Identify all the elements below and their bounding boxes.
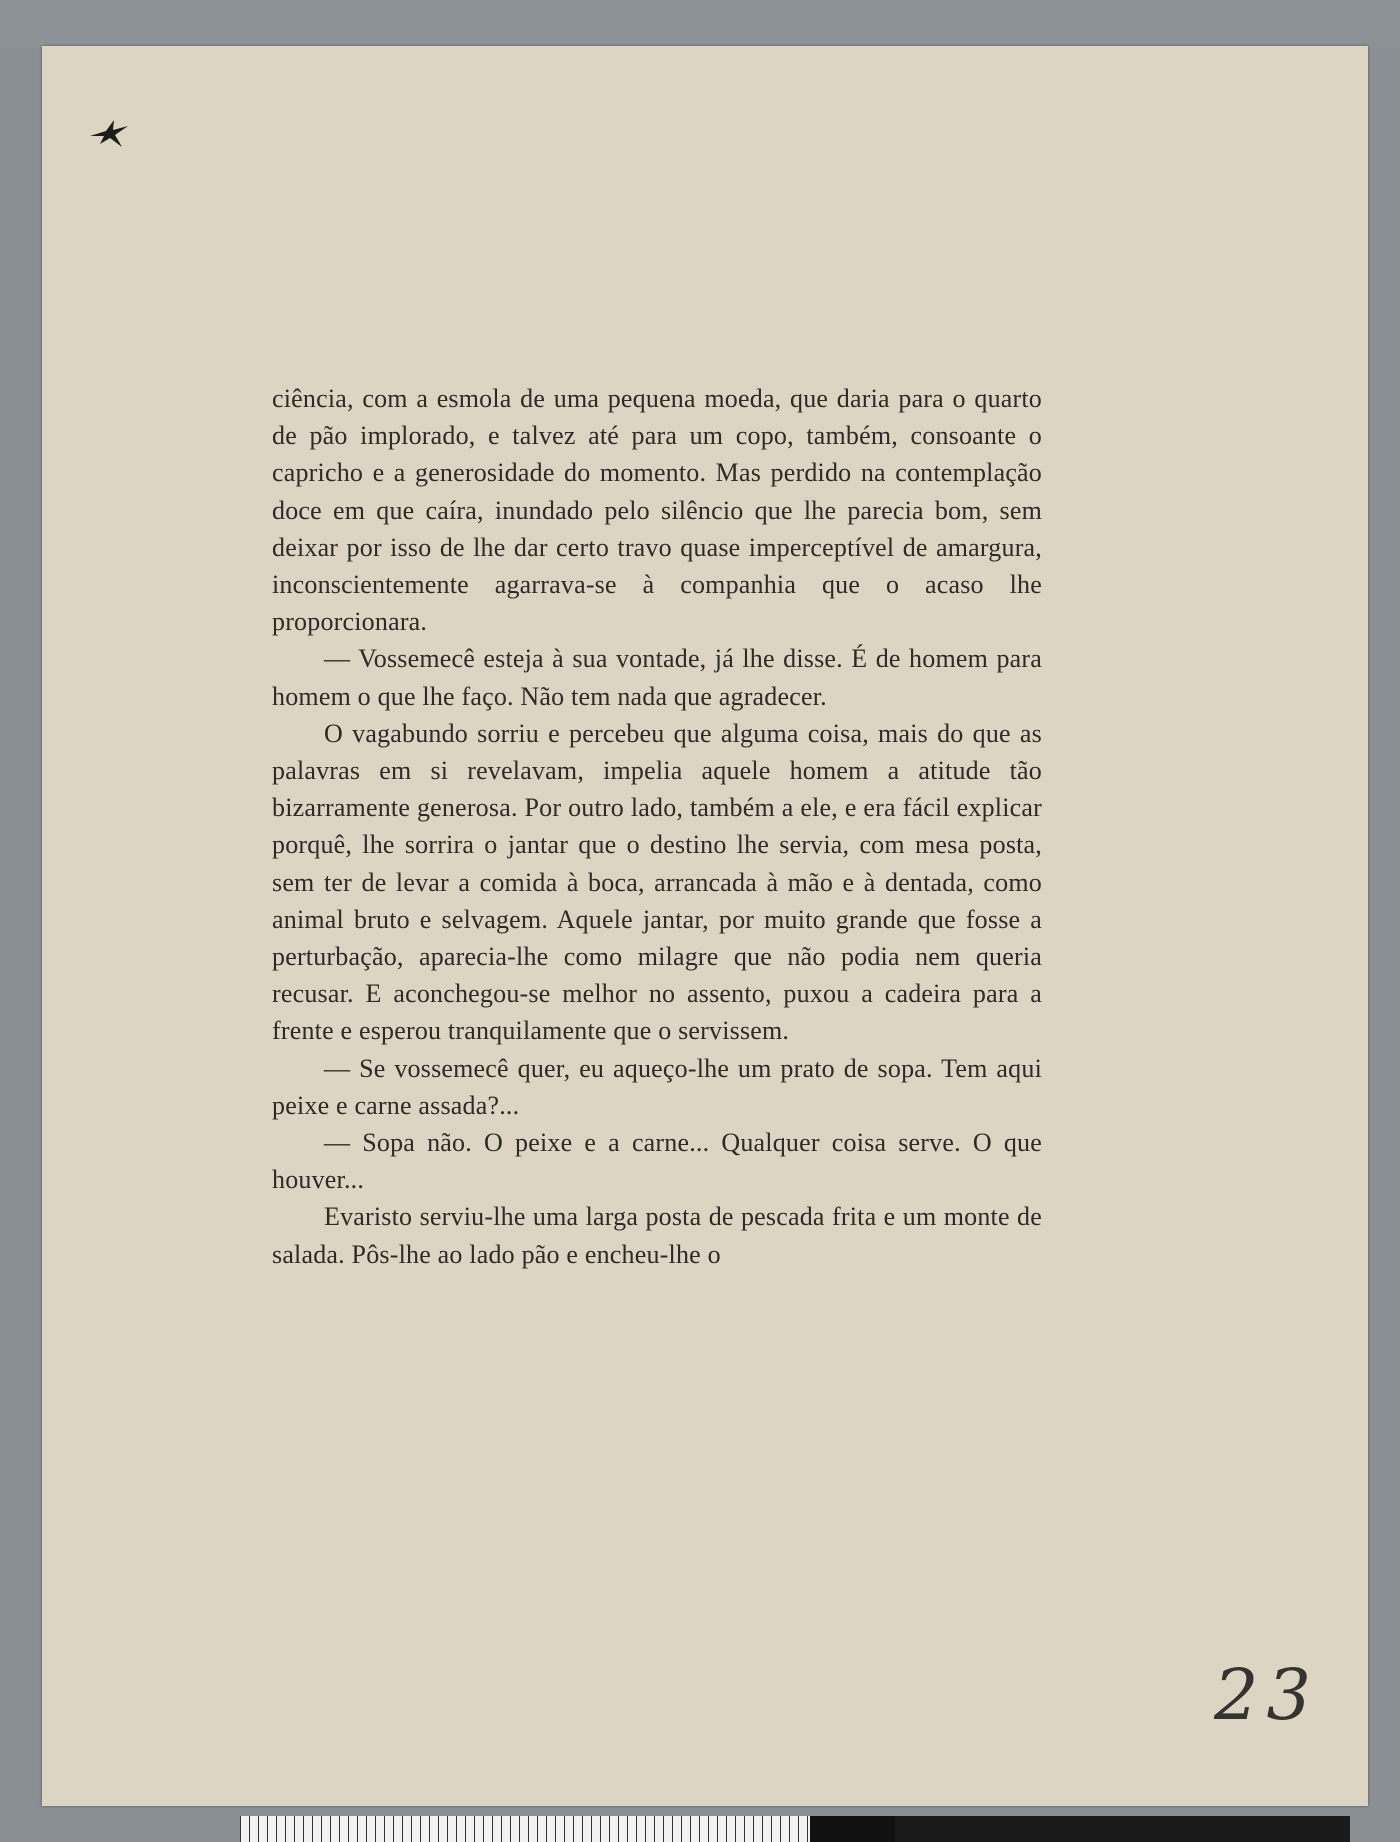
paragraph: ciência, com a esmola de uma pequena moeda, que daria para o quarto de pão implorado, e talvez até para um copo, também, consoante o capricho e a generosidade do momento. Mas perdido na contemplação doce em que caíra, inundado pelo silêncio que lhe parecia bom, sem deixar por isso de lhe dar certo travo quase imperceptível de amargura, inconscientemente agarrava-se à companhia que o acaso lhe proporcionara. (272, 384, 1042, 637)
ruler-dark-segment (895, 1816, 1350, 1842)
scan-background (0, 0, 1400, 48)
paragraph: O vagabundo sorriu e percebeu que alguma coisa, mais do que as palavras em si revelavam, impelia aquele homem a atitude tão bizarramente generosa. Por outro lado, também a ele, e era fácil explicar porquê, lhe sorrira o jantar que o destino lhe servia, com mesa posta, sem ter de levar a comida à boca, arrancada à mão e à dentada, como animal bruto e selvagem. Aquele jantar, por muito grande que fosse a perturbação, aparecia-lhe como milagre que não podia nem queria recusar. E aconchegou-se melhor no assento, puxou a cadeira para a frente e esperou tranquilamente que o servissem. (272, 718, 1042, 1046)
document-body (272, 380, 1042, 1273)
asterisk-mark-icon (86, 116, 132, 150)
paragraph: Evaristo serviu-lhe uma larga posta de pescada frita e um monte de salada. Pôs-lhe ao lado pão e encheu-lhe o (272, 1202, 1042, 1269)
paragraph: — Vossemecê esteja à sua vontade, já lhe disse. É de homem para homem o que lhe faço. Não tem nada que agradecer. (272, 644, 1042, 711)
paragraph: — Se vossemecê quer, eu aqueço-lhe um prato de sopa. Tem aqui peixe e carne assada?... (272, 1053, 1042, 1120)
scale-ruler (240, 1816, 1350, 1842)
paragraph: — Sopa não. O peixe e a carne... Qualquer coisa serve. O que houver... (272, 1128, 1042, 1195)
ruler-ticks (240, 1816, 810, 1842)
page-number: 23 (1214, 1654, 1320, 1736)
